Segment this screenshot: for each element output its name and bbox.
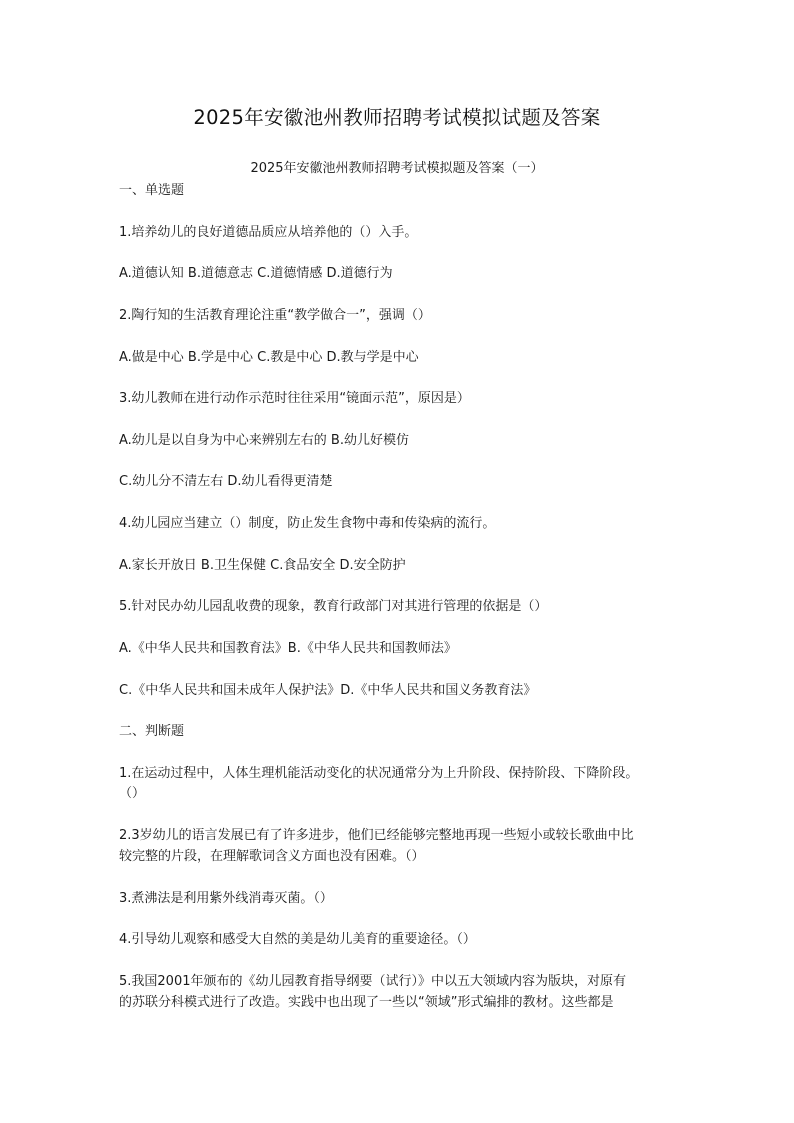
section-heading-single-choice: 一、单选题 xyxy=(119,183,185,198)
question-text: （） xyxy=(119,786,146,801)
question-options: C.幼儿分不清左右 D.幼儿看得更清楚 xyxy=(119,474,333,489)
question-text: 4.引导幼儿观察和感受大自然的美是幼儿美育的重要途径。（） xyxy=(119,932,476,947)
question-text: 1.培养幼儿的良好道德品质应从培养他的（）入手。 xyxy=(119,225,418,240)
question-text: 2.3岁幼儿的语言发展已有了许多进步，他们已经能够完整地再现一些短小或较长歌曲中比 xyxy=(119,828,634,843)
question-text: 的苏联分科模式进行了改造。实践中也出现了一些以“领域”形式编排的教材。这些都是 xyxy=(119,995,614,1010)
document-subtitle: 2025年安徽池州教师招聘考试模拟题及答案（一） xyxy=(250,161,544,176)
question-options: A.做是中心 B.学是中心 C.教是中心 D.教与学是中心 xyxy=(119,350,419,365)
question-options: C.《中华人民共和国未成年人保护法》D.《中华人民共和国义务教育法》 xyxy=(119,683,537,698)
question-text: 3.煮沸法是利用紫外线消毒灭菌。（） xyxy=(119,891,333,906)
question-text: 2.陶行知的生活教育理论注重“教学做合一”，强调（） xyxy=(119,308,431,323)
document-title: 2025年安徽池州教师招聘考试模拟试题及答案 xyxy=(193,106,601,129)
question-text: 1.在运动过程中，人体生理机能活动变化的状况通常分为上升阶段、保持阶段、下降阶段。 xyxy=(119,766,639,781)
question-options: A.道德认知 B.道德意志 C.道德情感 D.道德行为 xyxy=(119,266,393,281)
question-text: 3.幼儿教师在进行动作示范时往往采用“镜面示范”，原因是） xyxy=(119,391,470,406)
question-text: 5.我国2001年颁布的《幼儿园教育指导纲要（试行）》中以五大领域内容为版块，对原有 xyxy=(119,974,626,989)
question-text: 4.幼儿园应当建立（）制度，防止发生食物中毒和传染病的流行。 xyxy=(119,516,496,531)
question-text: 较完整的片段，在理解歌词含义方面也没有困难。（） xyxy=(119,849,425,864)
question-options: A.幼儿是以自身为中心来辨别左右的 B.幼儿好模仿 xyxy=(119,433,409,448)
section-heading-true-false: 二、判断题 xyxy=(119,724,185,739)
question-options: A.《中华人民共和国教育法》B.《中华人民共和国教师法》 xyxy=(119,641,457,656)
question-text: 5.针对民办幼儿园乱收费的现象，教育行政部门对其进行管理的依据是（） xyxy=(119,599,548,614)
question-options: A.家长开放日 B.卫生保健 C.食品安全 D.安全防护 xyxy=(119,558,406,573)
